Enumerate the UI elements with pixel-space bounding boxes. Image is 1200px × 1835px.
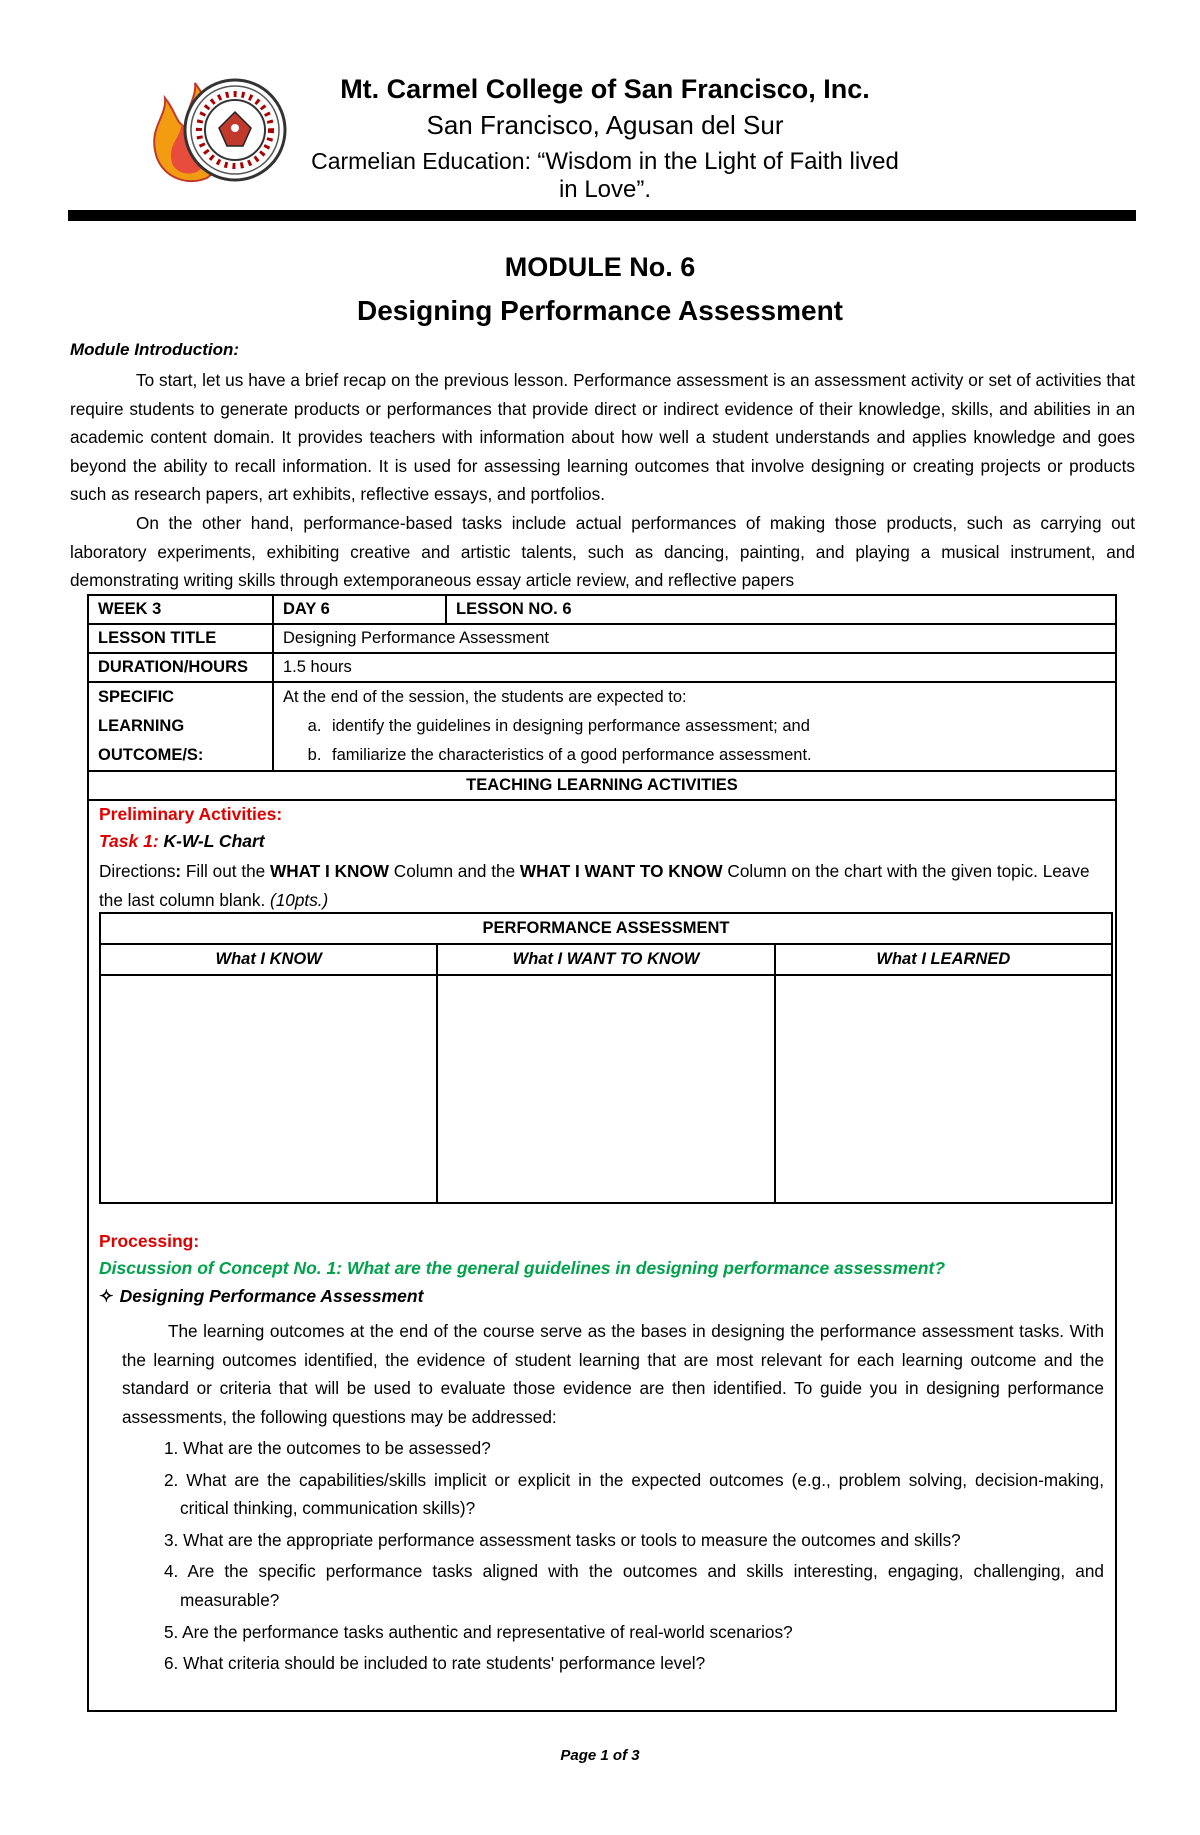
guideline-questions <box>164 1434 1104 1681</box>
list-item: 1. What are the outcomes to be assessed? <box>164 1438 491 1458</box>
directions-text: Column on the chart with the given topic. Leave the last column blank. <box>99 861 1090 910</box>
preliminary-label: Preliminary Activities: <box>99 804 283 824</box>
slo-item: b. familiarize the characteristics of a good performance assessment. <box>326 741 1106 770</box>
intro-paragraph: On the other hand, performance-based tasks include actual performances of making those products, such as carrying out laboratory experiments, exhibiting creative and artistic talents, such as dancing, painting, and playing a musical instrument, and demonstrating writing skills through extemporaneous essay article review, and reflective papers <box>70 512 1135 591</box>
processing-paragraph: The learning outcomes at the end of the course serve as the bases in designing the performance assessment tasks. With the learning outcomes identified, the evidence of student learning that are most relevant for each learning outcome and the standard or criteria that will be used to evaluate those evidence are then identified. To guide you in designing performance assessments, the following questions may be addressed: <box>122 1321 1104 1427</box>
list-item: 6. What criteria should be included to rate students' performance level? <box>164 1653 706 1674</box>
lesson-title-label: LESSON TITLE <box>88 624 273 653</box>
day-cell: DAY 6 <box>273 595 446 624</box>
week-cell: WEEK 3 <box>88 595 273 624</box>
institution-location: San Francisco, Agusan del Sur <box>426 110 784 140</box>
list-item: 5. Are the performance tasks authentic and representative of real-world scenarios? <box>164 1621 793 1642</box>
slo-label-line: LEARNING <box>98 717 185 735</box>
slo-label-line: OUTCOME/S: <box>98 746 204 764</box>
intro-paragraph: To start, let us have a brief recap on the previous lesson. Performance assessment is an assessment activity or set of activities that require students to generate products or performances that provide direct or indirect evidence of their knowledge, skills, and abilities in an academic content domain. It provides teachers with information about how well a student understands and applies knowledge and goes beyond the ability to recall information. It is used for assessing learning outcomes that involve designing or creating projects or products such as research papers, art exhibits, reflective essays, and portfolios. <box>70 370 1135 505</box>
kwl-column-learned: What I LEARNED <box>775 944 1112 975</box>
subheading-text: Designing Performance Assessment <box>119 1286 424 1306</box>
intro-label: Module Introduction: <box>70 340 240 359</box>
kwl-chart <box>99 912 1113 1204</box>
motto-quote: “Wisdom in the Light of Faith lived in Love”. <box>537 148 899 203</box>
slo-item: a. identify the guidelines in designing performance assessment; and <box>326 712 1106 741</box>
directions-text: Column and the <box>389 861 520 881</box>
module-introduction <box>70 366 1135 595</box>
institution-motto <box>300 148 910 204</box>
page-number: Page 1 of 3 <box>560 1747 640 1764</box>
duration-label: DURATION/HOURS <box>88 653 273 682</box>
four-point-diamond-icon: ✧ <box>99 1286 114 1306</box>
directions-text: Fill out the <box>185 861 270 881</box>
slo-content <box>273 682 1116 771</box>
slo-label <box>88 682 273 771</box>
slo-label-line: SPECIFIC <box>98 688 175 706</box>
list-item: 4. Are the specific performance tasks aligned with the outcomes and skills interesting, engaging, challenging, and measurable? <box>164 1561 1104 1610</box>
discussion-heading: Discussion of Concept No. 1: What are the general guidelines in designing performance assessment? <box>99 1258 946 1278</box>
kwl-cell-learned[interactable] <box>775 975 1112 1203</box>
task-heading <box>99 831 265 852</box>
list-item: 2. What are the capabilities/skills implicit or explicit in the expected outcomes (e.g., problem solving, decision-making, critical thinking, communication skills)? <box>164 1469 1104 1519</box>
kwl-column-want: What I WANT TO KNOW <box>437 944 774 975</box>
kwl-column-know: What I KNOW <box>100 944 437 975</box>
kwl-cell-want[interactable] <box>437 975 774 1203</box>
institution-name: Mt. Carmel College of San Francisco, Inc. <box>340 74 870 104</box>
slo-list <box>283 712 1106 770</box>
lesson-info-table <box>87 594 1117 801</box>
directions-colon: : <box>175 861 186 881</box>
task-directions <box>99 857 1104 914</box>
module-title: Designing Performance Assessment <box>356 295 844 326</box>
task-name: K-W-L Chart <box>158 831 265 851</box>
motto-prefix: Carmelian Education: <box>311 148 538 174</box>
module-number: MODULE No. 6 <box>504 252 696 282</box>
lesson-no-cell: LESSON NO. 6 <box>446 595 1116 624</box>
slo-intro: At the end of the session, the students are expected to: <box>283 688 687 706</box>
kwl-cell-know[interactable] <box>100 975 437 1203</box>
directions-bold: WHAT I KNOW <box>270 861 390 881</box>
header-divider <box>68 210 1136 221</box>
subheading <box>99 1286 423 1307</box>
college-seal-icon <box>147 68 287 193</box>
kwl-title: PERFORMANCE ASSESSMENT <box>100 913 1112 944</box>
task-label: Task 1: <box>99 831 159 851</box>
lesson-title-value: Designing Performance Assessment <box>273 624 1116 653</box>
duration-value: 1.5 hours <box>273 653 1116 682</box>
directions-points: (10pts.) <box>270 889 329 910</box>
processing-label: Processing: <box>99 1231 200 1251</box>
directions-bold: WHAT I WANT TO KNOW <box>519 861 723 881</box>
directions-label: Directions <box>99 861 176 881</box>
list-item: 3. What are the appropriate performance assessment tasks or tools to measure the outcomes and skills? <box>164 1529 961 1550</box>
tla-header: TEACHING LEARNING ACTIVITIES <box>88 771 1116 800</box>
